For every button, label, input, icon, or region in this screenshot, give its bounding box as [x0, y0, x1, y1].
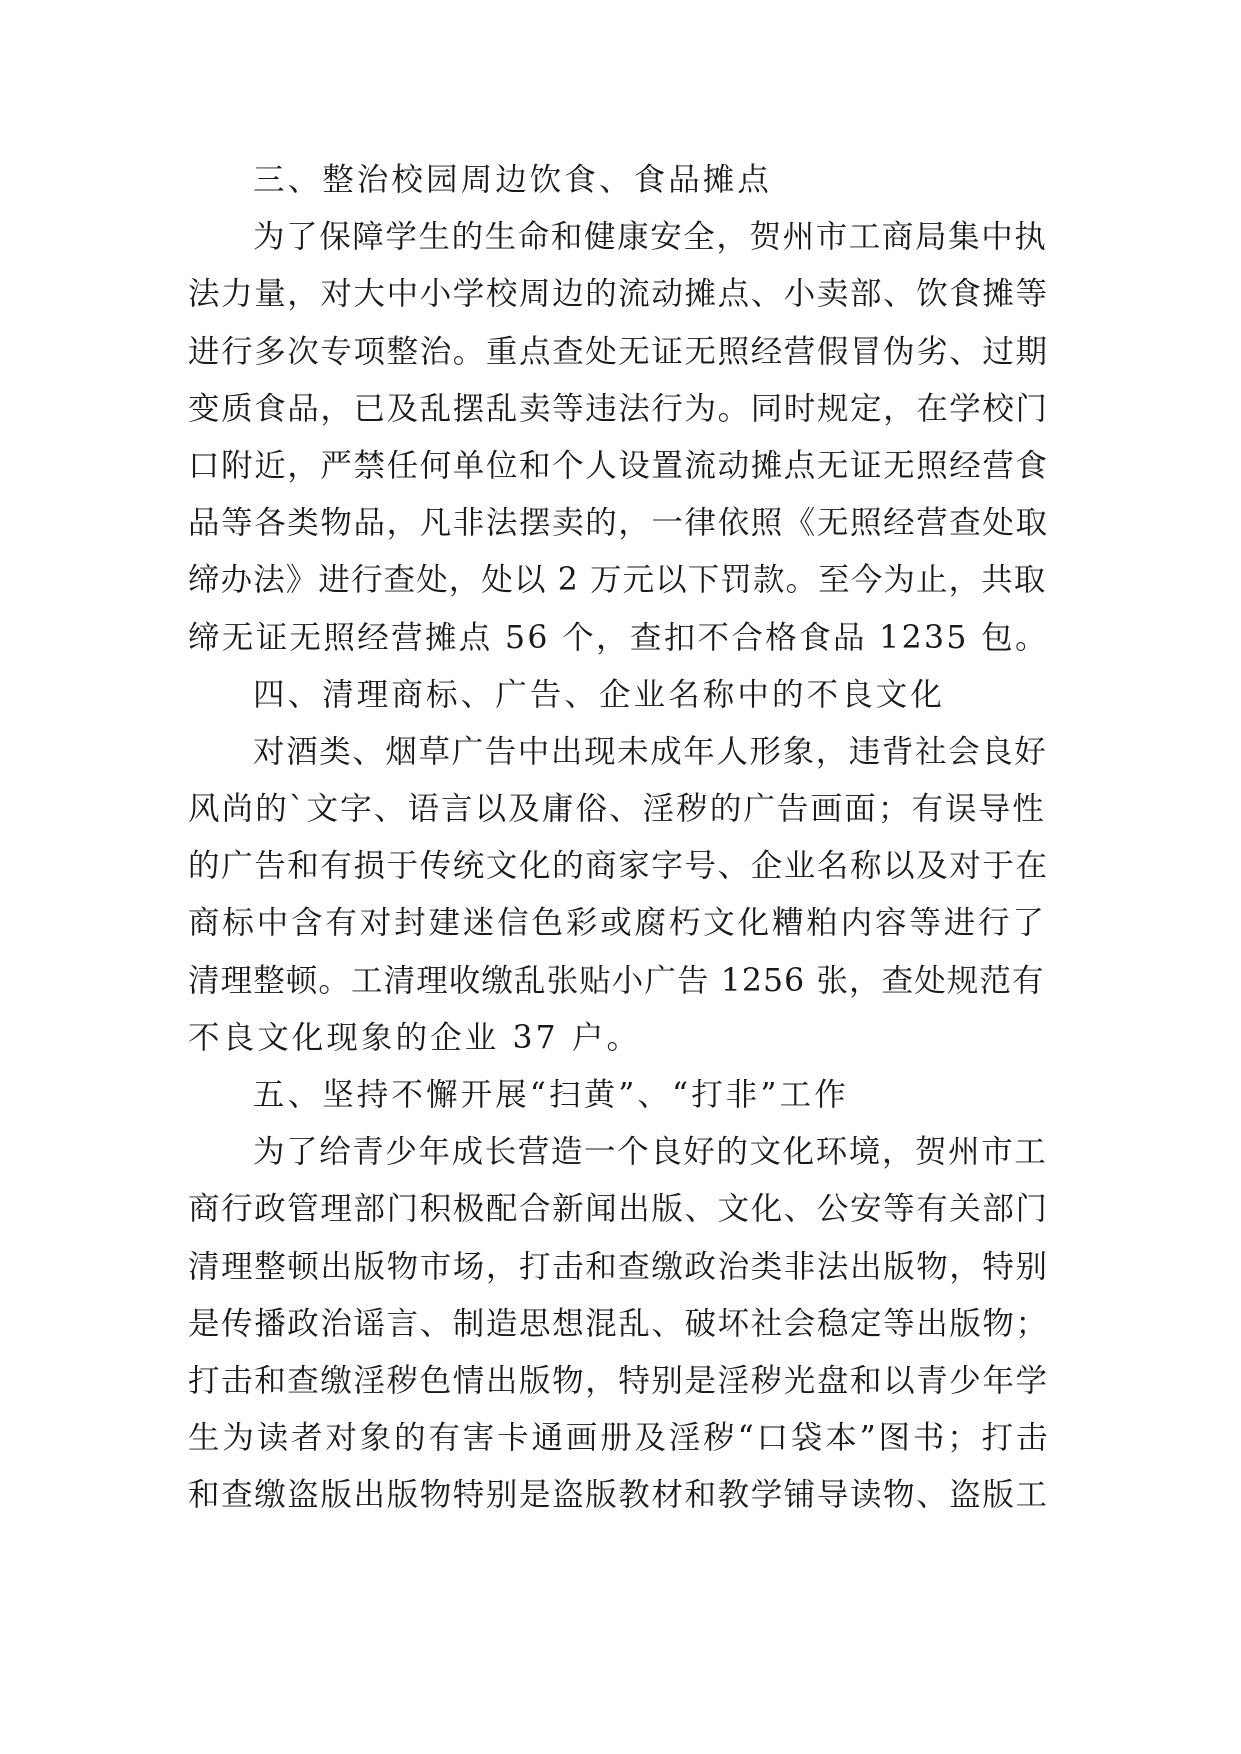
paragraph-line: 变质食品，已及乱摆乱卖等违法行为。同时规定，在学校门	[188, 390, 1049, 427]
section-heading-5: 五、坚持不懈开展“扫黄”、“打非”工作	[253, 1077, 849, 1113]
paragraph-line: 和查缴盗版出版物特别是盗版教材和教学铺导读物、盗版工	[188, 1477, 1049, 1514]
paragraph-line: 清理整顿。工清理收缴乱张贴小广告 1256 张，查处规范有	[188, 962, 1045, 999]
document-body	[188, 152, 1050, 1525]
paragraph-line: 口附近，严禁任何单位和个人设置流动摊点无证无照经营食	[188, 447, 1049, 484]
paragraph-line: 进行多次专项整治。重点查处无证无照经营假冒伪劣、过期	[188, 333, 1049, 370]
paragraph-line: 商标中含有对封建迷信色彩或腐朽文化糟粕内容等进行了	[188, 905, 1047, 942]
paragraph-line: 生为读者对象的有害卡通画册及淫秽“口袋本”图书；打击	[188, 1420, 1051, 1457]
paragraph-line: 为了给青少年成长营造一个良好的文化环境，贺州市工	[253, 1134, 1048, 1171]
section-heading-3: 三、整治校园周边饮食、食品摊点	[253, 162, 773, 198]
paragraph-line: 对酒类、烟草广告中出现未成年人形象，违背社会良好	[253, 733, 1048, 770]
paragraph-line: 是传播政治谣言、制造思想混乱、破坏社会稳定等出版物；	[188, 1305, 1049, 1342]
paragraph-line: 商行政管理部门积极配合新闻出版、文化、公安等有关部门	[188, 1191, 1049, 1228]
paragraph-line: 的广告和有损于传统文化的商家字号、企业名称以及对于在	[188, 848, 1049, 885]
paragraph-line: 缔无证无照经营摊点 56 个，查扣不合格食品 1235 包。	[188, 619, 1049, 656]
paragraph-line: 缔办法》进行查处，处以 2 万元以下罚款。至今为止，共取	[188, 562, 1047, 599]
paragraph-line: 法力量，对大中小学校周边的流动摊点、小卖部、饮食摊等	[188, 276, 1049, 313]
paragraph-line: 打击和查缴淫秽色情出版物，特别是淫秽光盘和以青少年学	[188, 1362, 1049, 1399]
paragraph-line: 品等各类物品，凡非法摆卖的，一律依照《无照经营查处取	[188, 505, 1049, 542]
paragraph-line: 风尚的`文字、语言以及庸俗、淫秽的广告画面；有误导性	[188, 791, 1046, 828]
paragraph-line: 不良文化现象的企业 37 户。	[188, 1019, 642, 1056]
paragraph-line: 为了保障学生的生命和健康安全，贺州市工商局集中执	[253, 219, 1048, 256]
section-heading-4: 四、清理商标、广告、企业名称中的不良文化	[253, 676, 946, 713]
paragraph-line: 清理整顿出版物市场，打击和查缴政治类非法出版物，特别	[188, 1248, 1049, 1285]
